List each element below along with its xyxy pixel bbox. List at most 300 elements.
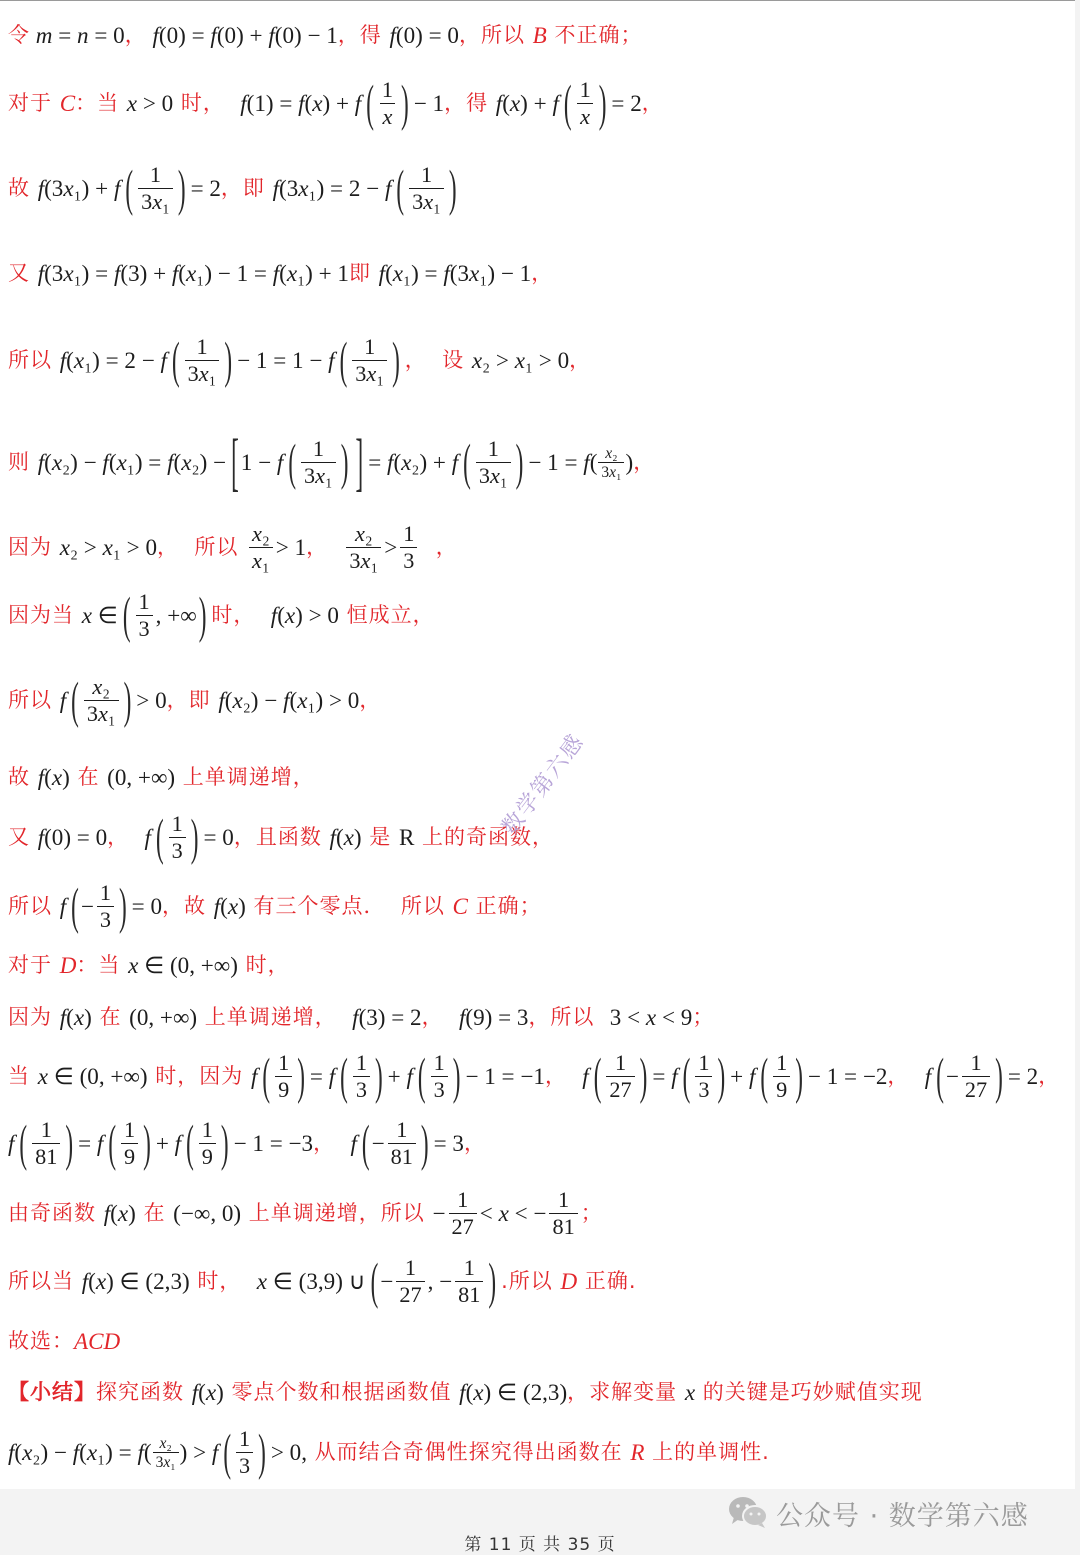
- fraction: [388, 1118, 416, 1170]
- italic-label: C: [59, 90, 76, 117]
- left-parenthesis: (: [71, 671, 79, 729]
- bracket-content: [133, 590, 197, 642]
- solution-text: 时，因为: [147, 1064, 251, 1089]
- solution-line: [8, 1, 642, 71]
- bracket-content: [298, 437, 339, 489]
- solution-text: 恒成立，: [338, 603, 435, 628]
- fraction-numerator: x₂: [92, 674, 111, 700]
- left-parenthesis: (: [340, 1047, 348, 1105]
- fraction-numerator: 1: [201, 1117, 213, 1143]
- fraction-denominator: 27: [396, 1281, 424, 1308]
- fraction-numerator: 1: [99, 880, 111, 906]
- solution-text: 当: [8, 1064, 38, 1089]
- solution-text: ，: [420, 535, 458, 560]
- math-expression: f(3x₁) = f(3) + f(x₁) − 1 = f(x₁) + 1: [37, 260, 349, 287]
- fraction-denominator: 3: [169, 837, 186, 864]
- bracket-content: [196, 1118, 219, 1170]
- left-parenthesis: (: [122, 586, 131, 644]
- solution-text: ；: [692, 1005, 715, 1030]
- fraction: [396, 1256, 424, 1308]
- math-expression: = f: [78, 1130, 104, 1157]
- right-parenthesis: ): [639, 1047, 648, 1105]
- solution-text: 因为当: [8, 603, 82, 628]
- math-expression: f(x₂) − f(x₁) > 0: [218, 687, 360, 714]
- solution-text: ，得: [337, 23, 390, 48]
- fraction-denominator: 81: [388, 1143, 416, 1170]
- solution-text: 对于: [8, 91, 60, 116]
- fraction: [138, 163, 173, 215]
- fraction: [153, 1435, 179, 1472]
- bracket-content: [349, 335, 390, 387]
- math-expression: + f: [387, 1063, 413, 1090]
- bracket-group: [123, 159, 187, 217]
- fraction: [379, 78, 396, 130]
- math-expression: − 1 = 1 − f: [237, 347, 335, 374]
- bracket-content: [272, 1051, 295, 1103]
- left-parenthesis: (: [155, 808, 164, 866]
- solution-text: 上单调递增，: [175, 765, 315, 790]
- account-label: 公众号 · 数学第六感: [776, 1501, 1029, 1532]
- fraction-numerator: x₂: [354, 521, 373, 547]
- fraction-denominator: 81: [455, 1281, 483, 1308]
- math-expression: f: [144, 824, 151, 851]
- solution-text: 在: [91, 1005, 130, 1030]
- right-parenthesis: ): [118, 877, 127, 935]
- fraction-denominator: 3x₁: [598, 462, 624, 481]
- math-expression: > 0,: [270, 1439, 307, 1466]
- left-parenthesis: (: [396, 159, 405, 217]
- solution-text: 则: [8, 450, 38, 475]
- fraction: [400, 522, 417, 574]
- left-parenthesis: (: [171, 331, 180, 389]
- fraction-denominator: x₁: [249, 547, 273, 574]
- solution-text: 是: [361, 825, 399, 850]
- fraction-denominator: 9: [199, 1143, 216, 1170]
- solution-line: [8, 1109, 486, 1179]
- solution-line: [8, 803, 554, 873]
- fraction: [962, 1051, 990, 1103]
- fraction: [275, 1051, 292, 1103]
- solution-text: 的关键是巧妙赋值实现: [695, 1380, 923, 1405]
- fraction: [695, 1051, 712, 1103]
- math-expression: x ∈ (0, +∞): [37, 1063, 148, 1090]
- math-expression: f(0) = 0: [389, 22, 459, 49]
- fraction: [476, 437, 511, 489]
- math-expression: − 1 = −1: [465, 1063, 545, 1090]
- solution-line: [8, 666, 381, 736]
- bracket-content: [135, 163, 176, 215]
- fraction-numerator: 1: [355, 1050, 367, 1076]
- solution-text: 所以: [8, 894, 60, 919]
- italic-label: R: [630, 1439, 645, 1466]
- bracket-group: [170, 331, 234, 389]
- fraction-denominator: 3x₁: [301, 462, 336, 489]
- italic-label: C: [452, 893, 468, 920]
- solution-line: [8, 581, 435, 651]
- bracket-content: [118, 1118, 141, 1170]
- math-expression: f: [59, 687, 67, 714]
- italic-label: B: [532, 22, 547, 49]
- math-expression: = 3: [433, 1130, 464, 1157]
- bracket-content: [574, 78, 597, 130]
- right-parenthesis: ): [190, 808, 199, 866]
- solution-text: 时，: [237, 953, 290, 978]
- right-parenthesis: ): [220, 1114, 229, 1172]
- math-expression: x ∈ (0, +∞): [128, 952, 238, 979]
- solution-text: ，: [107, 825, 145, 850]
- solution-text: ，: [124, 23, 147, 48]
- math-expression: f: [59, 893, 67, 920]
- solution-text: ，: [544, 1064, 583, 1089]
- left-parenthesis: (: [361, 1114, 370, 1172]
- solution-text: ：当: [76, 953, 129, 978]
- solution-text: 上单调递增，: [197, 1005, 353, 1030]
- fraction-denominator: 3: [136, 615, 153, 642]
- fraction-numerator: 1: [403, 521, 415, 547]
- fraction: [449, 1188, 477, 1240]
- right-parenthesis: ): [401, 74, 409, 132]
- right-parenthesis: ): [420, 1114, 429, 1172]
- right-parenthesis: ): [224, 331, 233, 389]
- fraction: [84, 675, 119, 727]
- bracket-group: [681, 1047, 728, 1105]
- solution-text: 即: [348, 261, 379, 286]
- solution-text: 上的单调性.: [644, 1440, 770, 1465]
- math-expression: = f: [309, 1063, 336, 1090]
- bracket-group: [758, 1047, 805, 1105]
- solution-text: ，故: [162, 894, 214, 919]
- left-parenthesis: (: [125, 159, 134, 217]
- fraction-denominator: 81: [32, 1143, 60, 1170]
- fraction-denominator: 3x₁: [409, 188, 444, 215]
- italic-label: D: [59, 952, 77, 979]
- bracket-group: [592, 1047, 650, 1105]
- solution-text: 故: [8, 176, 38, 201]
- math-expression: −: [371, 1130, 385, 1157]
- left-parenthesis: (: [563, 74, 572, 132]
- solution-text: 令: [8, 23, 30, 48]
- fraction: [577, 78, 594, 130]
- bracket-content: [166, 812, 189, 864]
- solution-text: 零点个数和根据函数值: [223, 1380, 460, 1405]
- math-expression: f(x₂) − f(x₁) = f(: [8, 1439, 152, 1466]
- italic-label: D: [560, 1268, 578, 1295]
- left-parenthesis: (: [288, 433, 297, 491]
- left-parenthesis: (: [760, 1047, 769, 1105]
- solution-text: ，且函数: [233, 825, 330, 850]
- set-symbol: R: [398, 824, 415, 851]
- fraction-numerator: 1: [278, 1050, 290, 1076]
- left-parenthesis: (: [339, 331, 348, 389]
- solution-line: [8, 513, 458, 583]
- solution-text: 由奇函数: [8, 1201, 104, 1226]
- math-expression: = 0: [203, 824, 234, 851]
- solution-text: ；: [580, 1201, 603, 1226]
- left-parenthesis: (: [366, 74, 374, 132]
- solution-line: [8, 239, 553, 309]
- fraction-numerator: 1: [239, 1426, 251, 1452]
- bracket-content: [770, 1051, 793, 1103]
- right-parenthesis: ): [452, 1047, 461, 1105]
- left-parenthesis: (: [593, 1047, 602, 1105]
- bracket-content: [406, 163, 447, 215]
- fraction-denominator: 3: [236, 1452, 253, 1479]
- solution-text: ：当: [75, 91, 127, 116]
- bracket-content: [29, 1118, 63, 1170]
- fraction-numerator: x₂: [605, 444, 618, 462]
- solution-text: 所以: [8, 688, 60, 713]
- math-expression: = 0: [131, 893, 163, 920]
- math-expression: f(x₂) − f(x₁) = f(x₂) −: [37, 449, 227, 476]
- left-parenthesis: (: [463, 433, 471, 491]
- right-parenthesis: ): [374, 1047, 383, 1105]
- fraction: [249, 522, 273, 574]
- solution-text: ，: [421, 1005, 459, 1030]
- fraction: [773, 1051, 790, 1103]
- fraction-numerator: 1: [614, 1050, 627, 1076]
- solution-text: ，所以: [528, 1005, 610, 1030]
- math-expression: x₂ > x₁ > 0: [59, 534, 158, 561]
- solution-text: 时，: [211, 603, 271, 628]
- fraction: [455, 1256, 483, 1308]
- fraction: [409, 163, 444, 215]
- math-expression: , +∞: [155, 602, 197, 629]
- left-parenthesis: (: [19, 1114, 28, 1172]
- math-expression: − 1 = −3: [233, 1130, 314, 1157]
- solution-text: 正确.: [577, 1269, 637, 1294]
- math-expression: 1 − f: [240, 449, 284, 476]
- left-parenthesis: (: [682, 1047, 691, 1105]
- fraction-denominator: x: [577, 103, 593, 130]
- fraction-denominator: 27: [606, 1076, 634, 1103]
- solution-text: 探究函数: [96, 1380, 192, 1405]
- right-parenthesis: ): [995, 1047, 1003, 1105]
- math-expression: x: [684, 1379, 696, 1406]
- bracket-content: [473, 437, 514, 489]
- bracket-content: [240, 433, 354, 491]
- math-expression: x ∈: [81, 602, 118, 629]
- bracket-group: [69, 877, 129, 935]
- bracket-group: [934, 1047, 1005, 1105]
- bracket-group: [360, 1114, 431, 1172]
- fraction: [598, 445, 624, 482]
- solution-text: ， 所以: [157, 535, 247, 560]
- solution-text: ，即: [166, 688, 219, 713]
- math-expression: = 2: [1007, 1063, 1039, 1090]
- math-expression: >: [384, 534, 398, 561]
- fraction-denominator: 3x₁: [476, 462, 511, 489]
- math-expression: f(x): [59, 1004, 92, 1031]
- math-expression: = f(x₂) + f: [368, 449, 459, 476]
- fraction-denominator: 9: [773, 1076, 790, 1103]
- right-parenthesis: ): [65, 1114, 74, 1172]
- math-expression: (0, +∞): [107, 764, 176, 791]
- solution-text: 上的奇函数，: [414, 825, 555, 850]
- fraction-denominator: 3x₁: [153, 1452, 179, 1471]
- math-expression: f(x₁) = 2 − f: [59, 347, 167, 374]
- solution-text: 时，: [173, 91, 241, 116]
- math-expression: f(x) > 0: [270, 602, 339, 629]
- italic-label: ACD: [74, 1328, 121, 1355]
- right-parenthesis: ): [123, 671, 132, 729]
- left-parenthesis: (: [223, 1423, 232, 1481]
- solution-line: [8, 326, 591, 396]
- math-expression: < x < −: [479, 1200, 547, 1227]
- math-expression: f(x₁) = f(3x₁) − 1: [378, 260, 532, 287]
- fraction-denominator: 3x₁: [84, 700, 119, 727]
- bracket-content: [81, 881, 117, 933]
- bracket-group: [461, 433, 525, 491]
- solution-text: 在: [135, 1201, 174, 1226]
- fraction: [199, 1118, 216, 1170]
- bracket-group: [121, 586, 209, 644]
- bracket-group: [17, 1114, 75, 1172]
- bracket-content: [233, 1427, 256, 1479]
- solution-text: 因为: [8, 535, 60, 560]
- math-expression: f(0) = 0: [37, 824, 108, 851]
- bracket-content: [81, 675, 122, 727]
- fraction: [606, 1051, 634, 1103]
- solution-text: 故选：: [8, 1329, 74, 1354]
- solution-line: [8, 154, 462, 224]
- solution-text: 有三个零点． 所以: [245, 894, 453, 919]
- solution-line: [8, 1179, 603, 1249]
- fraction: [169, 812, 186, 864]
- solution-text: ，: [1038, 1064, 1061, 1089]
- right-parenthesis: ): [258, 1423, 266, 1481]
- fraction-denominator: 3x₁: [185, 360, 220, 387]
- bracket-group: [229, 425, 365, 498]
- math-expression: −: [945, 1063, 959, 1090]
- solution-text: 因为: [8, 1005, 60, 1030]
- fraction-denominator: 3x₁: [346, 547, 381, 574]
- math-expression: ): [625, 449, 634, 476]
- math-expression: f(x): [37, 764, 70, 791]
- solution-text: ，: [641, 91, 664, 116]
- bracket-group: [562, 74, 609, 132]
- left-parenthesis: (: [186, 1114, 194, 1172]
- math-expression: f(x) + f: [495, 90, 559, 117]
- bracket-content: [376, 78, 399, 130]
- fraction-numerator: 1: [364, 334, 376, 360]
- fraction-numerator: x₂: [252, 521, 270, 547]
- math-expression: = 2: [611, 90, 642, 117]
- math-expression: f(0) = f(0) + f(0) − 1: [152, 22, 338, 49]
- wechat-icon: [727, 1495, 769, 1529]
- math-expression: f(x): [103, 1200, 136, 1227]
- summary-heading: 【小结】: [8, 1380, 96, 1405]
- math-expression: 3 < x < 9: [609, 1004, 693, 1031]
- summary-line: [8, 1418, 770, 1488]
- fraction-numerator: 1: [381, 77, 394, 103]
- math-expression: > 0: [136, 687, 167, 714]
- left-parenthesis: (: [108, 1114, 117, 1172]
- fraction: [97, 881, 114, 933]
- bracket-content: [372, 1118, 419, 1170]
- bracket-group: [106, 1114, 153, 1172]
- fraction-denominator: 27: [962, 1076, 990, 1103]
- solution-text: 时，: [189, 1269, 257, 1294]
- fraction: [352, 335, 387, 387]
- fraction: [32, 1118, 60, 1170]
- fraction-numerator: 1: [579, 77, 591, 103]
- math-expression: x₂ > x₁ > 0: [471, 347, 570, 374]
- bracket-group: [338, 1047, 385, 1105]
- math-expression: f(1) = f(x) + f: [240, 90, 362, 117]
- solution-text: ，: [633, 450, 656, 475]
- solution-text: ，: [306, 535, 344, 560]
- bracket-group: [184, 1114, 231, 1172]
- fraction-denominator: 3x₁: [352, 360, 387, 387]
- right-parenthesis: ): [177, 159, 186, 217]
- solution-text: 上单调递增，所以: [241, 1201, 433, 1226]
- solution-text: ，即: [220, 176, 273, 201]
- fraction-numerator: 1: [124, 1117, 136, 1143]
- math-expression: −: [80, 893, 94, 920]
- bracket-group: [260, 1047, 307, 1105]
- bracket-content: [692, 1051, 715, 1103]
- fraction-numerator: 1: [171, 811, 183, 837]
- left-bracket: [: [231, 425, 239, 498]
- bracket-group: [338, 331, 402, 389]
- fraction-denominator: 3: [353, 1076, 370, 1103]
- math-expression: x ∈ (3,9) ∪: [256, 1268, 366, 1295]
- bracket-content: [428, 1051, 451, 1103]
- math-expression: (−∞, 0): [173, 1200, 242, 1227]
- bracket-group: [394, 159, 458, 217]
- fraction-denominator: 3: [97, 906, 114, 933]
- fraction-denominator: 3x₁: [138, 188, 173, 215]
- fraction: [136, 590, 153, 642]
- math-expression: f(x) ∈ (2,3): [459, 1379, 568, 1406]
- solution-text: 正确；: [467, 894, 542, 919]
- math-expression: f: [250, 1063, 258, 1090]
- solution-text: 在: [69, 765, 108, 790]
- fraction-numerator: 1: [698, 1050, 710, 1076]
- solution-text: 又: [8, 261, 38, 286]
- solution-text: ，所以: [458, 23, 533, 48]
- solution-text: ， 设: [404, 348, 472, 373]
- math-expression: m = n = 0: [35, 22, 125, 49]
- solution-line: [8, 425, 656, 498]
- bracket-content: [603, 1051, 637, 1103]
- solution-text: ，: [531, 261, 554, 286]
- math-expression: f(x): [213, 893, 246, 920]
- fraction-denominator: 9: [275, 1076, 292, 1103]
- math-expression: > 1: [275, 534, 307, 561]
- fraction: [121, 1118, 138, 1170]
- right-parenthesis: ): [297, 1047, 305, 1105]
- solution-text: ，求解变量: [567, 1380, 685, 1405]
- fraction-denominator: x: [380, 103, 396, 130]
- math-expression: f: [924, 1063, 932, 1090]
- math-expression: f(x) ∈ (2,3): [81, 1268, 190, 1295]
- page-number: 第 11 页 共 35 页: [464, 1535, 616, 1555]
- left-parenthesis: (: [370, 1252, 379, 1310]
- bracket-group: [364, 74, 411, 132]
- fraction-denominator: 3: [431, 1076, 448, 1103]
- fraction-numerator: 1: [558, 1187, 570, 1213]
- right-parenthesis: ): [143, 1114, 151, 1172]
- math-expression: x > 0: [126, 90, 174, 117]
- solution-text: ，: [569, 348, 592, 373]
- math-expression: f: [582, 1063, 589, 1090]
- math-expression: f(9) = 3: [458, 1004, 529, 1031]
- right-parenthesis: ): [717, 1047, 726, 1105]
- math-expression: − 1 = −2: [807, 1063, 888, 1090]
- fraction-numerator: 1: [487, 436, 499, 462]
- solution-text: .所以: [501, 1269, 561, 1294]
